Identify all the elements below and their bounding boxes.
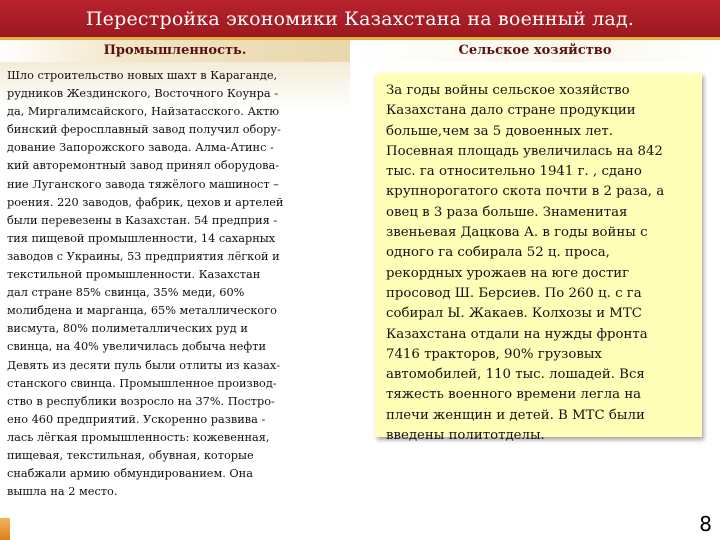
slide-title: Перестройка экономики Казахстана на военный лад. (85, 8, 635, 30)
agriculture-heading: Сельское хозяйство (458, 43, 612, 58)
industry-column (0, 40, 350, 540)
industry-heading-strip (0, 40, 350, 62)
agriculture-heading-strip (350, 40, 720, 62)
corner-accent (0, 518, 10, 540)
agriculture-column (350, 40, 720, 540)
page-number: 8 (699, 512, 712, 536)
industry-text: Шло строительство новых шахт в Караганде, рудников Жездинского, Восточного Коунра - да, Миргалимсайского, Найзатасского. Актю бинский феросплавный завод получил обору- дование Запорожского завода. Алма-Атинс - кий авторемонтный завод принял оборудова- ние Луганского завода тяжёлого машиност – роения. 220 заводов, фабрик, цехов и артелей были перевезены в Казахстан. 54 предприя - тия пищевой промышленности, 14 сахарных заводов с Украины, 53 предприятия лёгкой и текстильной промышленности. Казахстан дал стране 85% свинца, 35% меди, 60% молибдена и марганца, 65% металлического висмута, 80% полиметаллических руд и свинца, на 40% увеличилась добыча нефти Девять из десяти пуль были отлиты из казах- станского свинца. Промышленное производ- ство в республики возросло на 37%. Постро- ено 460 предприятий. Ускоренно развива - лась лёгкая промышленность: кожевенная, пищевая, текстильная, обувная, которые снабжали армию обмундированием. Она вышла на 2 место. (7, 69, 284, 499)
agriculture-text: За годы войны сельское хозяйство Казахстана дало стране продукции больше,чем за 5 довоенных лет. Посевная площадь увеличилась на 842 тыс. га относительно 1941 г. , сдано крупнорогатого скота почти в 2 раза, а овец в 3 раза больше. Знаменитая звеньевая Дацкова А. в годы войны с одного га собирала 52 ц. проса, рекордных урожаев на юге достиг просовод Ш. Берсиев. По 260 ц. с га собирал Ы. Жакаев. Колхозы и МТС Казахстана отдали на нужды фронта 7416 тракторов, 90% грузовых автомобилей, 110 тыс. лошадей. Вся тяжесть военного времени легла на плечи женщин и детей. В МТС были введены политотделы. (386, 83, 665, 444)
industry-heading: Промышленность. (103, 43, 247, 58)
slide-title-bar (0, 0, 720, 40)
agriculture-text-box (375, 73, 702, 444)
